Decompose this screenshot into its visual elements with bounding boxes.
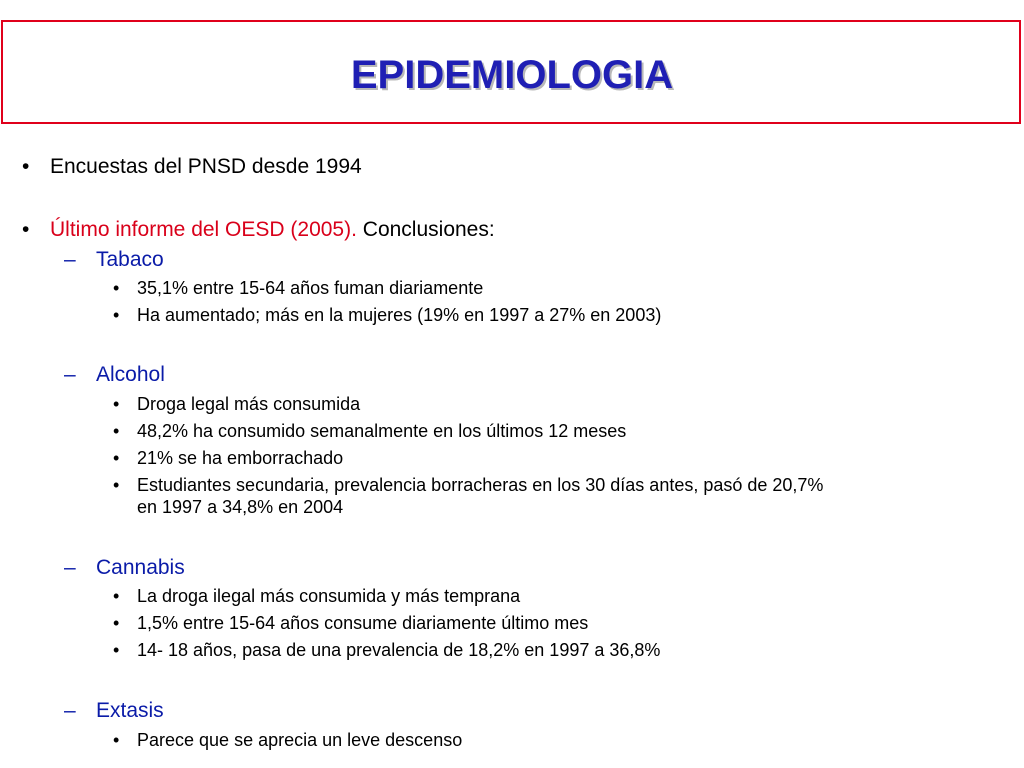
bullet-informe [50,218,495,242]
sub-bullet-marker: • [113,730,120,750]
list-item: 21% se ha emborrachado [137,448,344,468]
bullet-marker: • [22,155,30,178]
list-item: 14- 18 años, pasa de una prevalencia de 18,2% en 1997 a 36,8% [137,640,661,660]
sub-bullet-marker: • [113,475,120,495]
informe-red-text: Último informe del OESD (2005). [50,218,357,241]
sub-bullet-marker: • [113,640,120,660]
list-item: Ha aumentado; más en la mujeres (19% en 1997 a 27% en 2003) [137,305,662,325]
list-item: Droga legal más consumida [137,394,361,414]
dash-marker: – [64,248,76,271]
dash-marker: – [64,556,76,579]
list-item-continuation: en 1997 a 34,8% en 2004 [137,497,344,517]
dash-marker: – [64,363,76,386]
bullet-encuestas: Encuestas del PNSD desde 1994 [50,155,362,178]
list-item: 48,2% ha consumido semanalmente en los últimos 12 meses [137,421,627,441]
slide-title: EPIDEMIOLOGIA [350,53,674,97]
bullet-marker: • [22,218,30,241]
dash-marker: – [64,699,76,722]
sub-bullet-marker: • [113,613,120,633]
sub-bullet-marker: • [113,421,120,441]
sub-bullet-marker: • [113,586,120,606]
section-cannabis: Cannabis [96,556,185,579]
list-item: 1,5% entre 15-64 años consume diariamente último mes [137,613,589,633]
sub-bullet-marker: • [113,394,120,414]
list-item: 35,1% entre 15-64 años fuman diariamente [137,278,484,298]
sub-bullet-marker: • [113,448,120,468]
section-tabaco: Tabaco [96,248,164,271]
list-item: La droga ilegal más consumida y más temprana [137,586,521,606]
list-item: Estudiantes secundaria, prevalencia borracheras en los 30 días antes, pasó de 20,7% [137,475,824,495]
sub-bullet-marker: • [113,305,120,325]
list-item: Parece que se aprecia un leve descenso [137,730,463,750]
section-alcohol: Alcohol [96,363,165,386]
informe-black-text: Conclusiones: [356,218,495,241]
sub-bullet-marker: • [113,278,120,298]
section-extasis: Extasis [96,699,164,722]
